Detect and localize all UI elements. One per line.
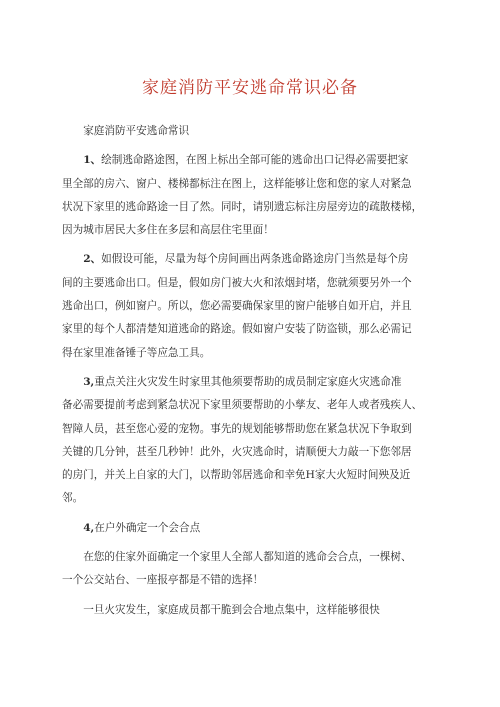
paragraph-text: 如假设可能，尽量为每个房间画出两条逃命路途房门当然是每个房 间的主要逃命出口。但是，假如房门被大火和浓烟封堵，您就须要另外一个 逃命出口，例如窗户。所以，您必需要确保家里的窗户能够自如开启，并且 家里的每个人都清楚知道逃命的路途。假如窗户安装了防盗锁，那么必需记 得在家里准备锤子等应急工具。 xyxy=(62,253,412,359)
item-number: 3, xyxy=(83,375,95,388)
paragraph-item-2 xyxy=(62,248,438,364)
paragraph-item-4 xyxy=(62,517,438,540)
paragraph-intro: 家庭消防平安逃命常识 xyxy=(83,125,190,137)
item-number: 1、 xyxy=(83,154,102,167)
paragraph-meeting-point: 在您的住家外面确定一个家里人全部人都知道的逃命会合点，一棵树、 一个公交站台、一座报亭都是不错的选择！ xyxy=(62,551,412,587)
document-body xyxy=(62,120,438,622)
paragraph-item-3 xyxy=(62,371,438,511)
paragraph-item-1 xyxy=(62,149,438,242)
paragraph-gather: 一旦火灾发生，家庭成员都干脆到会合地点集中，这样能够很快 xyxy=(83,603,380,616)
item-number: 4, xyxy=(83,521,95,534)
item-number: 2、 xyxy=(83,253,102,266)
paragraph-text: 重点关注火灾发生时家里其他须要帮助的成员制定家庭火灾逃命准 备必需要提前考虑到紧急状况下家里须要帮助的小孳友、老年人或者残疾人、 智障人员，甚至您心爱的宠物。事先的规划能够帮助您在紧急状况下争取到 关键的几分钟，甚至几秒钟！此外，火灾逃命时，请顺便大力敲一下您邻居 的房门，并关上自家的大门，以帮助邻居逃命和幸免H家大火短时间殃及近 邻。 xyxy=(62,375,423,505)
paragraph-text: 绘制逃命路途图，在图上标出全部可能的逃命出口记得必需要把家 里全部的房六、窗户、楼梯都标注在图上，这样能够让您和您的家人对紧急 状况下家里的逃命路途一目了然。同时，请别遗忘标注房屋旁边的疏散楼梯， 因为城市居民大多住在多层和高层住宅里面！ xyxy=(62,154,423,237)
paragraph-text: 在户外确定一个会合点 xyxy=(94,521,201,534)
document-title: 家庭消防平安逃命常识必备 xyxy=(142,78,358,98)
